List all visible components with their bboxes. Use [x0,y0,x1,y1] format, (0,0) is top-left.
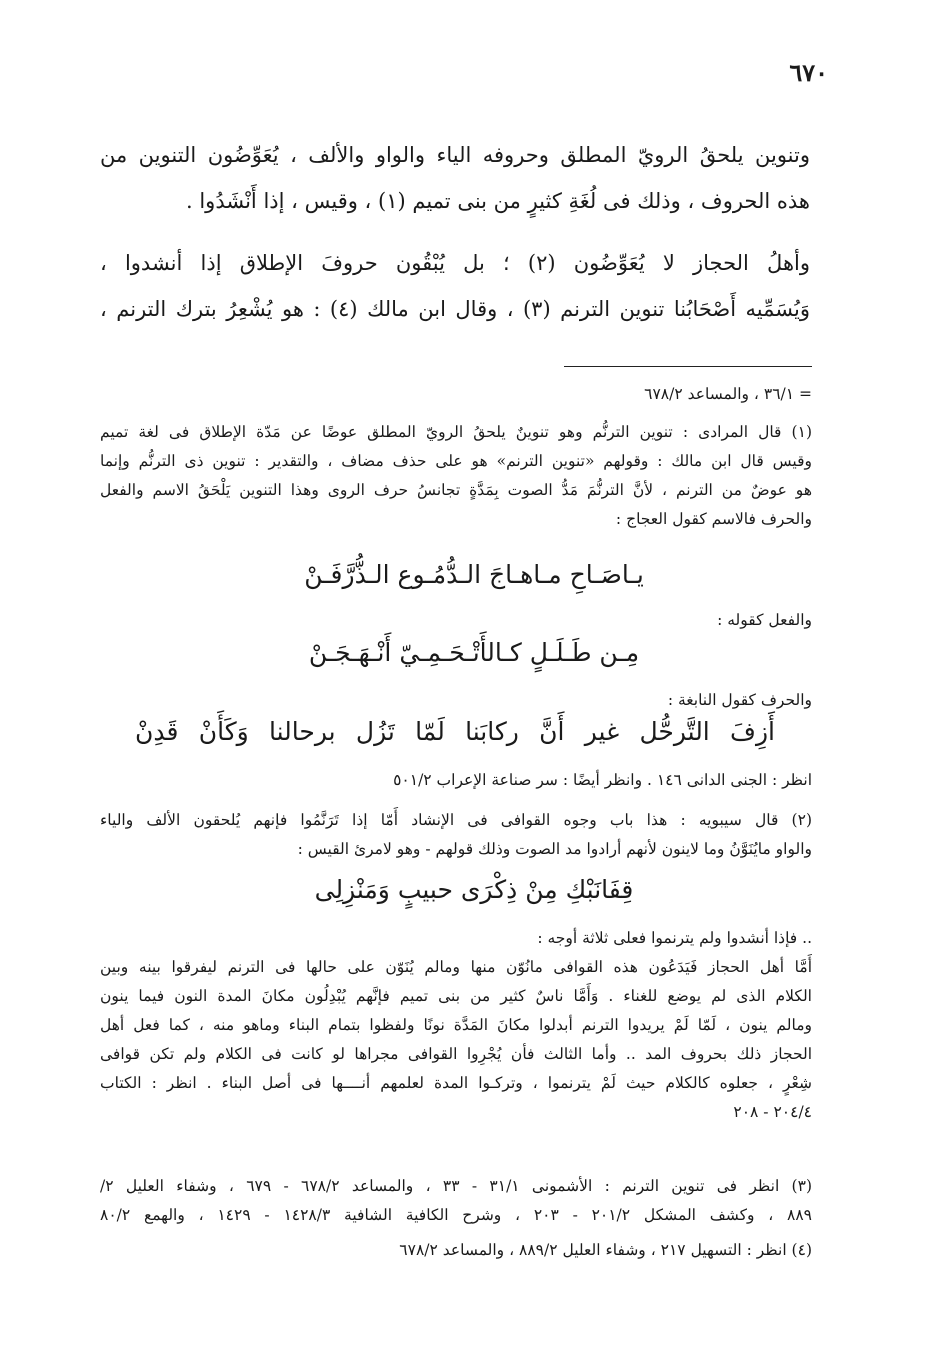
footnote-line: ومالم ينون ، لَمّا لَمْ يريدوا الترنم أبدلوا مكانَ المَدَّة نونًا ولفظوا بتمام البناء وماهو منه ، كما فعل أهل [100,1016,812,1034]
footnote-3 [100,1172,812,1230]
footnote-line: (٤) انظر : التسهيل ٢١٧ ، وشفاء العليل ٨٨٩/٢ ، والمساعد ٦٧٨/٢ [399,1241,812,1259]
footnote-line: أَمَّا أهل الحجاز فَيَدَعُون هذه القوافى مانُوّن منها ومالم يُنَوّن على حالها فى الترنم ليفرقوا بينه وبين [100,958,812,976]
footnote-line: (٣) انظر فى تنوين الترنم : الأشمونى ٣١/١ - ٣٣ ، والمساعد ٦٧٨/٢ - ٦٧٩ ، وشفاء العليل ٢/ [100,1177,812,1195]
footnote-particle-intro [100,686,812,715]
verse-line: أَزِفَ التَّرحُّل غير أَنَّ ركابَنا لَمّا تَزُل برحالنا وَكَأَنْ قَدِنْ [135,717,775,746]
footnote-line: والواو مايُنَوَّنُ وما لاينون لأنهم أرادوا مد الصوت وذلك قولهم - وهو لامرئ القيس : [297,840,812,858]
verse-line: يـاصَـاحِ مـاهـاجَ الـدُّمُـوع الـذُّرَّفَـنْ [304,560,644,589]
footnote-line: ٢٠٤/٤ - ٢٠٨ [733,1103,812,1121]
footnote-line: والحرف فالاسم كقول العجاج : [615,510,812,528]
verse-line: مِـن طَـلَـلٍ كـالأَتْـحَـمِـيّ أَنْـهَـجَـنْ [308,638,640,667]
footnote-line: والفعل كقوله : [717,611,812,629]
main-line: هذه الحروف ، وذلك فى لُغَةِ كثيرٍ من بنى تميم (١) ، وقيس ، إذا أَنْشَدُوا . [186,189,810,213]
footnote-verb-intro [100,606,812,635]
verse-line: قِفَانَبْكِ مِنْ ذِكْرَى حبيبٍ وَمَنْزِلِى [314,875,634,904]
main-line: وَيُسَمِّيه أَصْحَابُنا تنوين الترنم (٣) ، وقال ابن مالك (٤) : هو يُشْعِرُ بترك الترنم ، [100,297,810,321]
footnote-line: ٨٨٩ ، وكشف المشكل ٢٠١/٢ - ٢٠٣ ، وشرح الكافية الشافية ١٤٢٨/٣ - ١٤٢٩ ، والهمع ٨٠/٢ [100,1206,812,1224]
footnote-line: (٢) قال سيبويه : هذا باب وجوه القوافى فى الإنشاد أَمّا إذا تَرَنَّمُوا فإنهم يُلحقون الألف والياء [100,811,812,829]
footnote-line: هو عوضٌ من الترنم ، لأنَّ الترنُّمَ مَدُّ الصوت بِمَدَّةٍ تجانسُ حرف الروى وهذا التنوين يَلْحَقُ الاسم والفعل [100,481,812,499]
footnote-2-continued [100,924,812,1127]
main-line: وأهلُ الحجاز لا يُعَوِّضُون (٢) ؛ بل يُبْقُون حروفَ الإطلاق إذا أنشدوا ، [100,251,810,275]
footnote-line: الكلام الذى لم يوضع للغناء . وَأَمَّا ناسٌ كثير من بنى تميم فإنَّهم يُبْدِلُون مكانَ المدة النون فيما ينون [100,987,812,1005]
footnote-line: شِعْرٍ ، جعلوه كالكلام حيث لَمْ يترنموا ، وتركـوا المدة لعلمهم أنــــها فى أصل البناء . انظر : الكتاب [100,1074,812,1092]
footnote-line: انظر : الجنى الدانى ١٤٦ . وانظر أيضًا : سر صناعة الإعراب ٥٠١/٢ [393,771,812,789]
footnote-line: (١) قال المرادى : تنوين الترنُّم وهو تنوينٌ يلحقُ الرويّ المطلق عوضًا عن مَدّة الإطلاق فى لغة تميم [100,423,812,441]
footnote-1 [100,418,812,534]
footnote-line: الحجاز ذلك بحروف المد .. وأما الثالث فأن يُجْرِوا القوافى مجراها لو كانت فى الكلام ولم تكن قوافى [100,1045,812,1063]
footnote-4 [100,1236,812,1265]
footnote-separator [564,366,812,367]
main-line: وتنوين يلحقُ الرويّ المطلق وحروفه الياء والواو والألف ، يُعَوِّضُون التنوين من [100,143,810,167]
footnote-1-reference [100,766,812,795]
footnote-line: وقيس قال ابن مالك : وقولهم «تنوين الترنم» هو على حذف مضاف ، والتقدير : تنوين ذى الترنُّم وإنما [100,452,812,470]
main-paragraph-1 [100,132,810,224]
main-paragraph-2 [100,240,810,332]
footnote-line: والحرف كقول النابغة : [667,691,812,709]
footnote-carry [100,380,812,409]
footnote-line: .. فإذا أنشدوا ولم يترنموا فعلى ثلاثة أوجه : [537,929,812,947]
footnote-line: = ٣٦/١ ، والمساعد ٦٧٨/٢ [644,385,812,403]
footnote-2 [100,806,812,864]
page-number: ٦٧٠ [789,58,828,87]
